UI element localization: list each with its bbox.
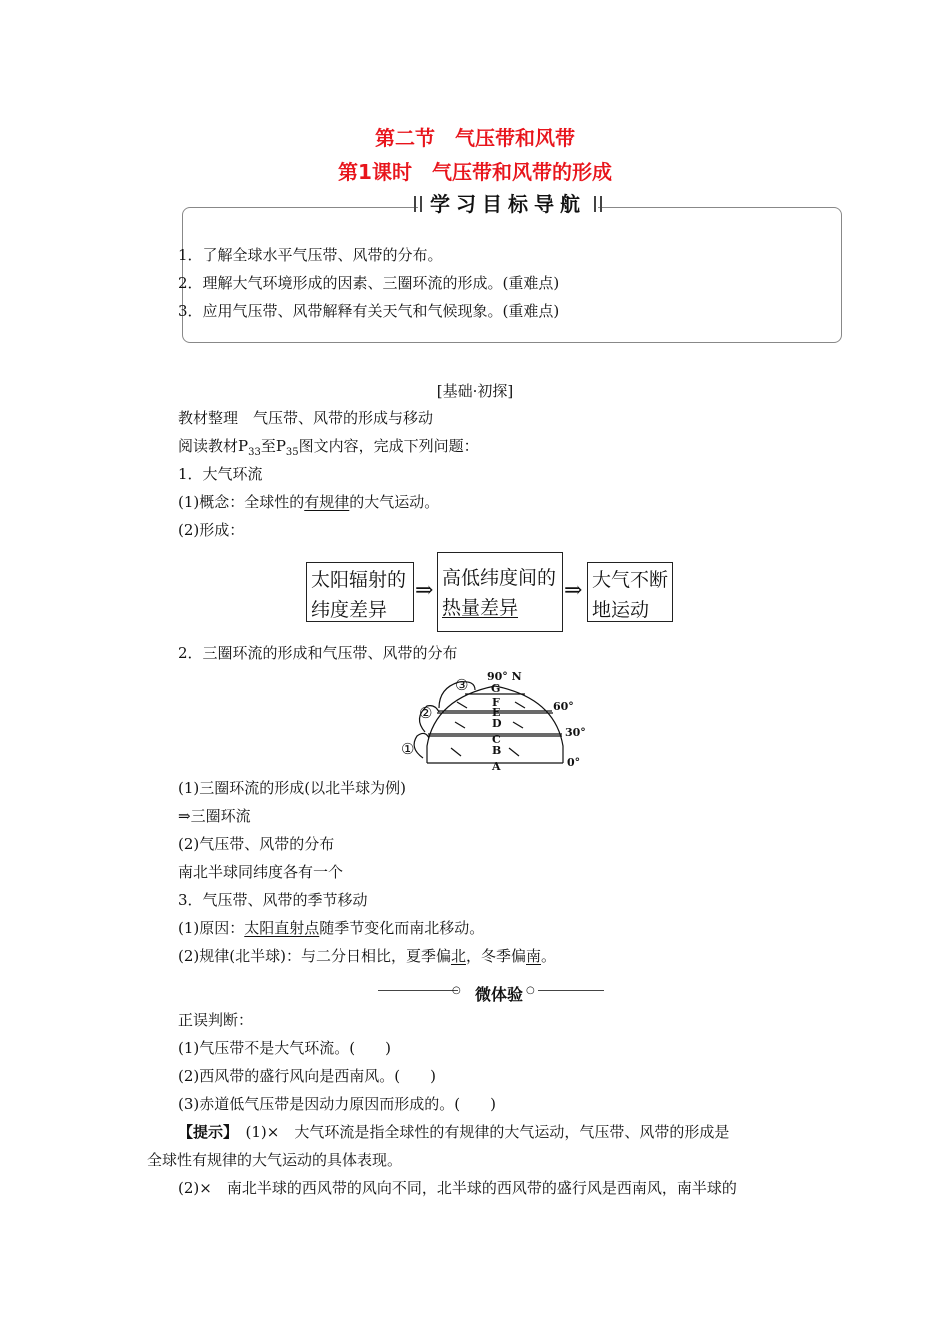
cell-label-1: ① [401, 740, 415, 758]
lat-label-30: 30° [565, 726, 586, 739]
band-label-b: B [492, 744, 502, 757]
item2-note: 南北半球同纬度各有一个 [178, 863, 344, 881]
goal-item-3: 3．应用气压带、风带解释有关天气和气候现象。(重难点) [178, 302, 560, 320]
section-rule-dot-left: ○ [452, 985, 461, 996]
item3-title: 3．气压带、风带的季节移动 [178, 891, 368, 909]
item3-rule: (2)规律(北半球)：与二分日相比，夏季偏北，冬季偏南。 [178, 947, 557, 965]
section-rule-right [538, 990, 604, 991]
flow-arrow-2: ⇒ [564, 578, 583, 603]
wind-arrow [513, 722, 523, 728]
section-rule-left [378, 990, 458, 991]
lesson-title: 第1课时 气压带和风带的形成 [338, 160, 612, 184]
material-heading: 教材整理 气压带、风带的形成与移动 [178, 409, 434, 427]
wind-arrow [515, 702, 525, 708]
lat-label-0: 0° [567, 756, 581, 769]
three-cell-circulation-figure [395, 668, 595, 772]
reading-instruction: 阅读教材$P_{33}$至$P_{35}$图文内容，完成下列问题： [178, 437, 479, 458]
hint-2-line-1: (2)× 南北半球的西风带的风向不同，北半球的西风带的盛行风是西南风，南半球的 [178, 1179, 737, 1197]
band-label-d: D [492, 717, 502, 730]
band-label-g: G [491, 682, 501, 695]
wind-arrow [509, 748, 519, 756]
question-2: (2)西风带的盛行风向是西南风。( ) [178, 1067, 436, 1085]
cell-label-2: ② [419, 704, 433, 722]
flow-arrow-1: ⇒ [415, 578, 434, 603]
wind-arrow [457, 702, 467, 708]
hint-1-line-1: 【提示】 (1)× 大气环流是指全球性的有规律的大气运动，气压带、风带的形成是 [178, 1123, 730, 1141]
band-label-f: F [492, 696, 500, 709]
cell-label-3: ③ [455, 676, 469, 694]
item2-sub2: (2)气压带、风带的分布 [178, 835, 335, 853]
item2-arrow: ⇒三圈环流 [178, 807, 251, 825]
goal-item-1: 1．了解全球水平气压带、风带的分布。 [178, 246, 443, 264]
item1-title: 1．大气环流 [178, 465, 263, 483]
item3-reason: (1)原因：太阳直射点随季节变化而南北移动。 [178, 919, 485, 937]
judge-title: 正误判断： [178, 1011, 254, 1029]
lat-label-90: 90° N [487, 670, 522, 683]
flow-box-heat: 高低纬度间的 热量差异 [437, 552, 563, 632]
learning-goals-heading: 学习目标导航 [418, 190, 598, 218]
hint-1-line-2: 全球性有规律的大气运动的具体表现。 [147, 1151, 403, 1169]
item1-concept: (1)概念：全球性的有规律的大气运动。 [178, 493, 440, 511]
wind-arrow [451, 748, 461, 756]
question-3: (3)赤道低气压带是因动力原因而形成的。( ) [178, 1095, 496, 1113]
band-label-e: E [492, 706, 501, 719]
item2-sub1: (1)三圈环流的形成(以北半球为例) [178, 779, 406, 797]
basics-label: [基础·初探] [436, 382, 514, 400]
item1-formation: (2)形成： [178, 521, 245, 539]
question-1: (1)气压带不是大气环流。( ) [178, 1039, 391, 1057]
wind-arrow [455, 722, 465, 728]
flow-box-radiation: 太阳辐射的 纬度差异 [306, 562, 414, 622]
item2-title: 2．三圈环流的形成和气压带、风带的分布 [178, 644, 458, 662]
section-title: 第二节 气压带和风带 [375, 126, 575, 150]
band-label-c: C [492, 733, 501, 746]
goal-item-2: 2．理解大气环境形成的因素、三圈环流的形成。(重难点) [178, 274, 560, 292]
section-rule-dot-right: ○ [526, 985, 535, 996]
experience-heading: 微体验 [475, 985, 524, 1004]
flow-box-motion: 大气不断 地运动 [587, 562, 673, 622]
lat-label-60: 60° [553, 700, 574, 713]
band-label-a: A [492, 760, 501, 772]
